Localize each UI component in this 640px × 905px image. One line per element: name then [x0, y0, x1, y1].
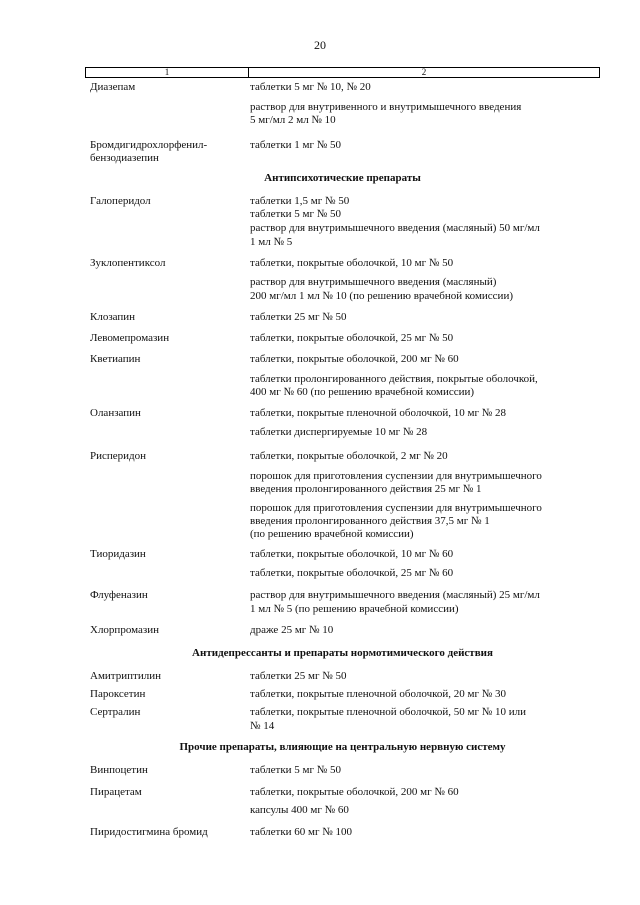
drug-name: Сертралин [90, 706, 141, 718]
drug-name: Рисперидон [90, 450, 147, 462]
drug-name: Кветиапин [90, 353, 141, 365]
dosage-form: капсулы 400 мг № 60 [250, 804, 349, 816]
table-header-row [85, 67, 600, 78]
column-number-1: 1 [86, 68, 249, 77]
dosage-form: раствор для внутримышечного введения (масляный) 25 мг/мл [250, 589, 540, 601]
dosage-form: драже 25 мг № 10 [250, 624, 334, 636]
dosage-form: 200 мг/мл 1 мл № 10 (по решению врачебной комиссии) [250, 290, 513, 302]
dosage-form: раствор для внутривенного и внутримышечного введения [250, 101, 522, 113]
drug-name: Тиоридазин [90, 548, 146, 560]
section-heading: Прочие препараты, влияющие на центральную нервную систему [179, 741, 506, 753]
dosage-form: таблетки, покрытые пленочной оболочкой, 20 мг № 30 [250, 688, 507, 700]
dosage-form: раствор для внутримышечного введения (масляный) [250, 276, 497, 288]
dosage-form: таблетки 5 мг № 50 [250, 208, 342, 220]
drug-name: Пирацетам [90, 786, 142, 798]
drug-name: Зуклопентиксол [90, 257, 166, 269]
drug-name: Винпоцетин [90, 764, 148, 776]
dosage-form: (по решению врачебной комиссии) [250, 528, 414, 540]
dosage-form: таблетки 25 мг № 50 [250, 311, 347, 323]
drug-name: Флуфеназин [90, 589, 148, 601]
dosage-form: таблетки, покрытые оболочкой, 25 мг № 50 [250, 332, 454, 344]
dosage-form: таблетки, покрытые оболочкой, 200 мг № 60 [250, 786, 459, 798]
dosage-form: порошок для приготовления суспензии для внутримышечного [250, 502, 542, 514]
dosage-form: 1 мл № 5 [250, 236, 293, 248]
dosage-form: таблетки 60 мг № 100 [250, 826, 353, 838]
dosage-form: таблетки диспергируемые 10 мг № 28 [250, 426, 428, 438]
dosage-form: № 14 [250, 720, 275, 732]
dosage-form: таблетки, покрытые оболочкой, 10 мг № 50 [250, 257, 454, 269]
dosage-form: таблетки 1 мг № 50 [250, 139, 342, 151]
column-number-2: 2 [421, 67, 427, 77]
dosage-form: таблетки, покрытые оболочкой, 25 мг № 60 [250, 567, 454, 579]
dosage-form: таблетки 5 мг № 10, № 20 [250, 81, 371, 93]
drug-name: Амитриптилин [90, 670, 161, 682]
section-heading: Антипсихотические препараты [264, 172, 421, 184]
dosage-form: введения пролонгированного действия 25 мг № 1 [250, 483, 482, 495]
dosage-form: таблетки, покрытые пленочной оболочкой, 10 мг № 28 [250, 407, 507, 419]
dosage-form: таблетки 25 мг № 50 [250, 670, 347, 682]
section-heading: Антидепрессанты и препараты нормотимического действия [192, 647, 493, 659]
dosage-form: 5 мг/мл 2 мл № 10 [250, 114, 336, 126]
dosage-form: введения пролонгированного действия 37,5 мг № 1 [250, 515, 490, 527]
drug-name: Диазепам [90, 81, 136, 93]
dosage-form: таблетки пролонгированного действия, покрытые оболочкой, [250, 373, 538, 385]
drug-name: Клозапин [90, 311, 136, 323]
drug-name: Оланзапин [90, 407, 141, 419]
dosage-form: таблетки, покрытые оболочкой, 2 мг № 20 [250, 450, 448, 462]
page-number: 20 [314, 38, 326, 52]
dosage-form: раствор для внутримышечного введения (масляный) 50 мг/мл [250, 222, 540, 234]
dosage-form: таблетки 1,5 мг № 50 [250, 195, 350, 207]
drug-name: Хлорпромазин [90, 624, 159, 636]
dosage-form: таблетки, покрытые оболочкой, 10 мг № 60 [250, 548, 454, 560]
dosage-form: таблетки, покрытые оболочкой, 200 мг № 60 [250, 353, 459, 365]
dosage-form: 1 мл № 5 (по решению врачебной комиссии) [250, 603, 459, 615]
dosage-form: таблетки, покрытые пленочной оболочкой, 50 мг № 10 или [250, 706, 527, 718]
drug-name: Пароксетин [90, 688, 146, 700]
drug-name: Пиридостигмина бромид [90, 826, 208, 838]
drug-name: Бромдигидрохлорфенил- [90, 139, 208, 151]
dosage-form: порошок для приготовления суспензии для внутримышечного [250, 470, 542, 482]
drug-name: Галоперидол [90, 195, 151, 207]
drug-name: бензодиазепин [90, 152, 159, 164]
dosage-form: 400 мг № 60 (по решению врачебной комиссии) [250, 386, 475, 398]
drug-name: Левомепромазин [90, 332, 170, 344]
dosage-form: таблетки 5 мг № 50 [250, 764, 342, 776]
